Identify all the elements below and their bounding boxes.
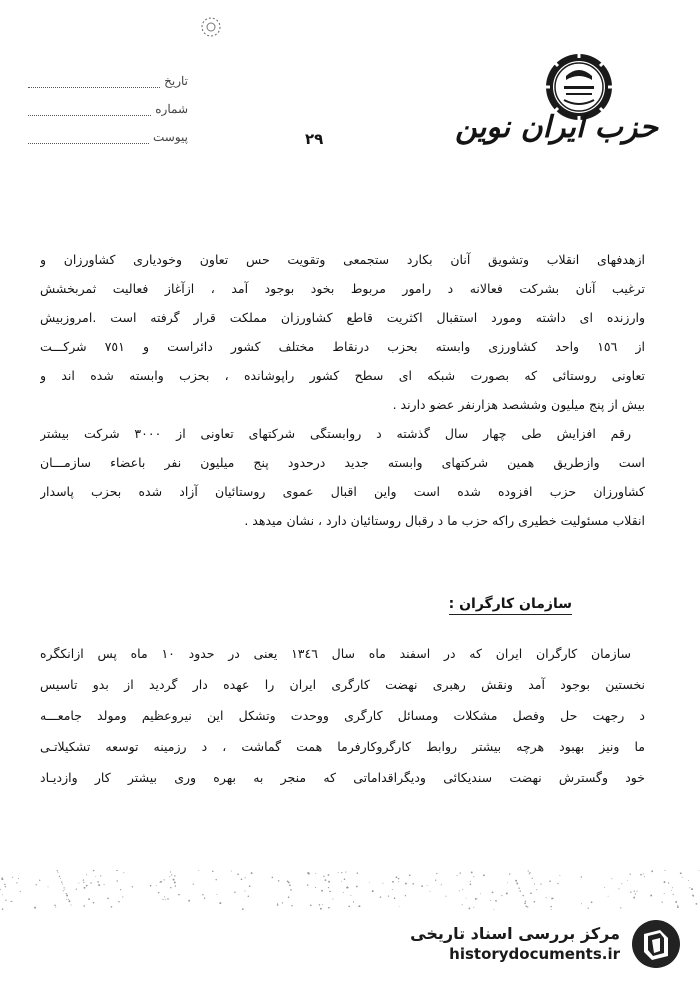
attachment-label: پيوست	[153, 130, 188, 144]
text-line: رقم افزایش طی چهار سال گذشته د روابستگی شرکتهای تعاونی از ٣٠٠٠ شرکت بیشتر	[40, 426, 631, 441]
number-label: شماره	[155, 102, 188, 116]
scan-noise	[0, 870, 700, 910]
text-line: انقلاب مسئولیت خطیری راکه حزب ما د رقبال روستائیان دارد ، نشان میدهد .	[244, 513, 645, 528]
page-number: ٢٩	[305, 130, 324, 148]
text-line: تعاونی روستائی که بصورت شبکه ای سطح کشور راپوشانده ، بحزب وابسته شده اند و	[40, 368, 645, 383]
text-line: بیش از پنج میلیون وششصد هزارنفر عضو دارند .	[392, 397, 645, 412]
text-line: کشاورزان حزب افزوده شده است واین اقبال عموی روستائیان آزاد شده بحزب پاسدار	[40, 484, 645, 499]
section-heading-workers: سازمان کارگران :	[449, 596, 572, 615]
date-field	[28, 60, 188, 88]
number-field	[28, 88, 188, 116]
text-line: خود وگسترش نهضت سندیکائی ودیگراقداماتی که منجر به بهره وری بیشتر کار وازدیـاد	[40, 770, 645, 785]
watermark-url: historydocuments.ir	[449, 945, 620, 963]
letterhead-fields	[28, 60, 188, 144]
text-line: سازمان کارگران ایران که در اسفند ماه سال ١٣٤٦ یعنی در حدود ١٠ ماه پس ازانکگره	[40, 646, 631, 661]
stamp-mark-icon	[198, 14, 224, 40]
text-line: ما ونیز بهبود هرچه بیشتر روابط کارگروکارفرما همت گماشت ، د رزمینه توسعه تشکیلاتـی	[40, 739, 645, 754]
party-name-title: حزب ایران نوین	[455, 110, 658, 145]
paragraph-workers	[40, 638, 645, 793]
text-line: ازهدفهای انقلاب وتشویق آنان بکارد ستجمعی وتقویت حس تعاون وخودیاری کشاورزان و	[40, 252, 645, 267]
attachment-field	[28, 116, 188, 144]
watermark-title: مرکز بررسی اسناد تاریخی	[410, 924, 620, 943]
text-line: ترغیب آنان بشرکت فعالانه د رامور مربوط بخود بوجود آمد ، ازآغاز فعالیت ثمربخشش	[40, 281, 645, 296]
archive-logo-icon	[630, 918, 682, 970]
text-line: است وازطریق همین شرکتهای وابسته جدید درحدود پنج میلیون نفر باعضاء سازمـــان	[40, 455, 645, 470]
text-line: از ١٥٦ واحد کشاورزی وابسته بحزب درنقاط مختلف کشور دائراست و ٧٥١ شرکـــت	[40, 339, 645, 354]
archive-watermark	[362, 918, 682, 970]
date-label: تاريخ	[164, 74, 188, 88]
paragraph-agriculture	[40, 245, 645, 535]
text-line: د رجهت حل وفصل مشکلات ومسائل کارگری ووحدت وتشکل این نیروعظیم ومولد جامعـــه	[40, 708, 645, 723]
text-line: وارزنده ای داشته ومورد استقبال اکثریت قاطع کشاورزان مملکت قرار گرفته است .امروزبیش	[40, 310, 645, 325]
text-line: نخستین بوجود آمد ونقش رهبری نهضت کارگری ایران را عهده دار گردید از بدو تاسیس	[40, 677, 645, 692]
